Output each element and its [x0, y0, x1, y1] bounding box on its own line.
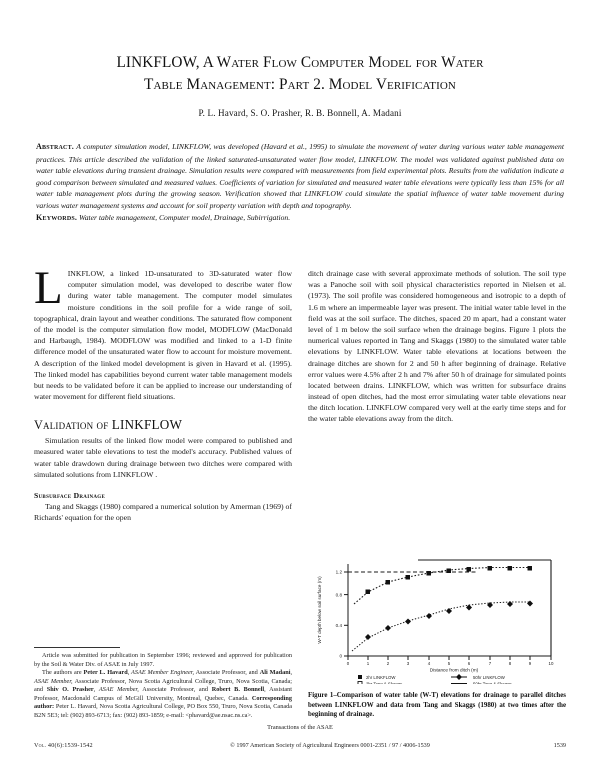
- title-block: [0, 0, 600, 118]
- page-title: [46, 52, 554, 95]
- svg-text:0.4: 0.4: [335, 623, 342, 629]
- footnote-author-2-role: Associate Professor, Nova Scotia Agricultural College, Truro, Nova Scotia, Canada; and: [34, 677, 292, 693]
- footnote-author-4: Robert B. Bonnell: [211, 686, 265, 693]
- keywords-text: Water table management, Computer model, Drainage, Subirrigation.: [77, 212, 291, 222]
- footnote-corresponding-label: Corresponding author:: [34, 694, 292, 710]
- svg-text:6: 6: [467, 661, 471, 667]
- y-tick-labels: [336, 570, 343, 659]
- x-tick-marks: [348, 656, 551, 660]
- chart-legend: [358, 674, 512, 684]
- keywords-paragraph: [36, 212, 564, 224]
- svg-text:8: 8: [508, 661, 512, 667]
- x-tick-labels: [347, 661, 554, 666]
- abstract-label: Abstract.: [36, 142, 75, 152]
- section-heading-prefix: Validation of: [34, 418, 112, 433]
- footer-journal: Transactions of the ASAE: [267, 724, 333, 731]
- validation-paragraph: Simulation results of the linked flow model were compared to published and measured water table elevations to test the model's accuracy. Published values of water table drawdown during drainage between two ditches were compared with simulated solutions from LINKFLOW .: [34, 436, 292, 479]
- drop-cap: L: [34, 262, 63, 314]
- svg-text:9: 9: [528, 661, 532, 667]
- section-heading-validation: [34, 417, 292, 433]
- footer-volume: Vol. 40(6):1539-1542: [34, 742, 93, 749]
- svg-text:7: 7: [488, 661, 492, 667]
- footnote-author-3-title: , ASAE Member,: [93, 686, 139, 693]
- right-paragraph-1: ditch drainage case with several approximate methods of solution. The soil type was a Panoche soil with soil physical characteristics reported in Nielsen et al. (1973). The soil profile was considered homogeneous and isotropic to a depth of 1.6 m where an impermeable layer was present. The initial water table level in the field was at the soil surface. The ditches, spaced 20 m apart, had a constant water level of 1 m below the soil surface when the drainage begins. Figure 1 plots the numerical values reported in Tang and Skaggs (1980) to the simulated water table elevations by LINKFLOW. Water table elevations at locations between the drainage ditches are shown for 2 and 50 h after beginning of drainage. Relative error values were 4.5% after 2 h and 7% after 50 h of drainage for simulated points located between drains. LINKFLOW, which was written for subsurface drains instead of open ditches, had the most error simulating water table elevations near the ditch location. LINKFLOW compared very well at the early time steps and for the water table elevations away from the ditch.: [308, 269, 566, 424]
- series-2hr-linkflow-points: [365, 601, 533, 641]
- figure-1-chart: [308, 552, 566, 684]
- svg-text:4: 4: [427, 661, 431, 667]
- footer-copyright: © 1997 American Society of Agricultural Engineers 0001-2351 / 97 / 4006-1539: [230, 742, 430, 749]
- footnote-line-1: Article was submitted for publication in September 1996; reviewed and approved for publication by the Soil & Water Div. of ASAE in July 1997.: [34, 652, 292, 668]
- footnote-line-2: [34, 669, 292, 720]
- footnote-author-2-title: , ASAE Member,: [34, 669, 292, 685]
- svg-text:1.2: 1.2: [335, 569, 342, 575]
- legend-marker-2hr-tang-skaggs: [358, 682, 362, 685]
- x-axis-label: Distance from ditch (m): [429, 667, 479, 673]
- left-column: [34, 262, 293, 720]
- body-columns: [34, 262, 566, 720]
- footer-page-number: 1539: [553, 742, 566, 749]
- intro-paragraph: [34, 262, 292, 402]
- title-line-2: Table Management: Part 2. Model Verification: [144, 75, 456, 93]
- figure-1-caption-text: Comparison of water table (W-T) elevations for drainage to parallel ditches between LINKFLOW and data from Tang and Skaggs (1980) at two times after the beginning of drainage.: [308, 692, 566, 719]
- legend-label-2hr-linkflow: 2hr LINKFLOW: [366, 675, 396, 681]
- right-column: [308, 268, 566, 720]
- abstract-paragraph: [36, 141, 564, 211]
- svg-text:3: 3: [406, 661, 410, 667]
- y-tick-marks: [344, 572, 348, 656]
- footnote-author-1-role: Associate Professor, and: [194, 669, 260, 676]
- footnote-author-3-role: Associate Professor, and: [138, 686, 212, 693]
- footnote-block: [34, 647, 292, 720]
- abstract-section: [36, 141, 564, 223]
- svg-text:0: 0: [346, 661, 350, 667]
- footnote-author-1-title: , ASAE Member Engineer,: [127, 669, 195, 676]
- footnote-corresponding-text: Peter L. Havard, Nova Scotia Agricultural College, PO Box 550, Truro, Nova Scotia, Canada B2N 5E3; tel: (902) 893-6713; fax: (902) 893-1859; e-mail: <phavard@ae.nsac.ns.ca>.: [34, 703, 292, 719]
- chart-svg: [308, 552, 566, 684]
- legend-label-50hr-tang-skaggs: 50hr Tang & Skaggs: [473, 681, 512, 685]
- legend-label-50hr-linkflow: 50hr LINKFLOW: [473, 675, 505, 681]
- svg-text:10: 10: [548, 661, 554, 667]
- subsurface-paragraph: Tang and Skaggs (1980) compared a numerical solution by Amerman (1969) of Richards' equation for the open: [34, 502, 292, 523]
- series-2hr-tang-skaggs-line: [352, 602, 530, 651]
- intro-text: INKFLOW, a linked 1D-unsaturated to 3D-saturated water flow computer simulation model, was developed to describe water flow during water table management. The computer model simulates moisture conditions in the soil profile for a wide range of soil, topographical, drain layout and weather conditions. The saturated flow component of the model is the computer simulation flow model, MODFLOW (MacDonald and Harbaugh, 1984). MODFLOW was modified and linked to a 1-D finite difference model of the unsaturated water flow to account for moisture movement. A description of the linked model development is given in Havard et al. (1995). The linked model has capabilities beyond current water table management models but needs to be validated before it can be applied to increase our understanding of water movement for different field situations.: [34, 269, 292, 402]
- footnote-author-2: Ali Madani: [259, 669, 291, 676]
- figure-1-caption: [308, 691, 566, 720]
- svg-text:1: 1: [366, 661, 370, 667]
- svg-text:5: 5: [447, 661, 451, 667]
- figure-1: [308, 552, 566, 720]
- legend-marker-2hr-linkflow: [358, 675, 362, 679]
- footnote-author-4-role: , Assistant Professor, Macdonald Campus of McGill University, Montreal, Quebec, Canada.: [34, 686, 293, 702]
- svg-text:0: 0: [339, 653, 342, 659]
- section-heading-suffix: LINKFLOW: [111, 417, 183, 433]
- footnote-author-1: Peter L. Havard: [83, 669, 128, 676]
- title-line-1: LINKFLOW, A Water Flow Computer Model for Water: [116, 54, 484, 71]
- y-axis-label: W-T depth below soil surface (m): [317, 576, 322, 644]
- keywords-label: Keywords.: [36, 212, 78, 222]
- legend-label-2hr-tang-skaggs: 2hr Tang & Skaggs: [366, 681, 403, 685]
- svg-text:0.8: 0.8: [335, 592, 342, 598]
- figure-1-caption-label: Figure 1–: [308, 692, 337, 700]
- footnote-author-3: Shiv O. Prasher: [46, 686, 94, 693]
- author-list: P. L. Havard, S. O. Prasher, R. B. Bonnell, A. Madani: [198, 108, 402, 119]
- svg-text:2: 2: [386, 661, 390, 667]
- series-50hr-linkflow-points: [366, 566, 533, 594]
- footnote-divider: [34, 647, 120, 648]
- subsection-heading-subsurface-drainage: Subsurface Drainage: [34, 491, 106, 500]
- footnote-text: [34, 652, 292, 720]
- series-50hr-tang-skaggs-line: [354, 568, 530, 605]
- footnote-authors-lead: The authors are: [42, 669, 84, 676]
- footer-row: [34, 742, 566, 749]
- abstract-text: A computer simulation model, LINKFLOW, was developed (Havard et al., 1995) to simulate the movement of water during various water table management practices. This article described the validation of the linked saturated-unsaturated water flow model, LINKFLOW. The model was validated against published data on water table elevations during transient drainage. Simulation results were compared with measurements from field experimental plots. Results from the validation indicate a good comparison between simulated and measured values. Coefficients of variation for simulated and measured water table elevations were typically less than 15% for all water table management plots during the growing season. Verification showed that LINKFLOW could simulate the spatial influence of water table movement during various water management systems and account for soil property variation with depth and topography.: [36, 142, 564, 211]
